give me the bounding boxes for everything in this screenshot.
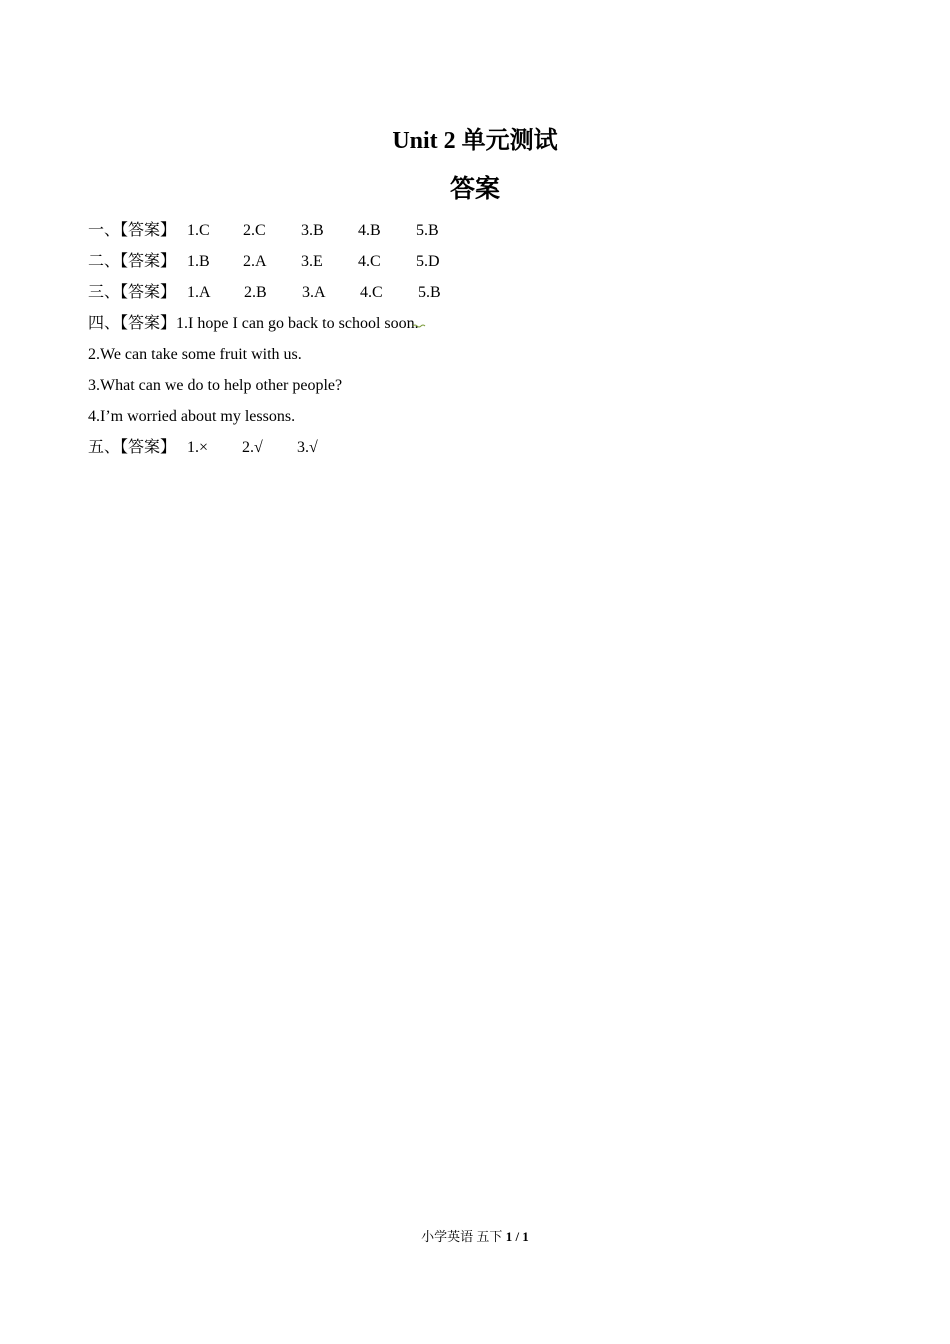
answer-line-section-4 bbox=[88, 314, 419, 334]
section-3-answer-4: 4.C bbox=[360, 284, 383, 301]
section-1-answer-4: 4.B bbox=[358, 222, 381, 239]
answer-line-section-3 bbox=[88, 283, 441, 303]
section-2-answer-5: 5.D bbox=[416, 253, 440, 270]
section-3-answer-1: 1.A bbox=[187, 284, 211, 301]
answer-line-section-5 bbox=[88, 438, 318, 458]
section-2-answer-2: 2.A bbox=[243, 253, 267, 270]
section-3-answer-3: 3.A bbox=[302, 284, 326, 301]
section-3-answer-2: 2.B bbox=[244, 284, 267, 301]
section-2-answer-4: 4.C bbox=[358, 253, 381, 270]
section-1-prefix: 一、【答案】 bbox=[88, 222, 177, 239]
sentence-line-2: 2.We can take some fruit with us. bbox=[88, 346, 302, 363]
section-1-answer-5: 5.B bbox=[416, 222, 439, 239]
answer-line-section-1 bbox=[88, 221, 439, 241]
section-5-answer-2: 2.√ bbox=[242, 439, 263, 456]
section-1-answer-3: 3.B bbox=[301, 222, 324, 239]
page-title: Unit 2 单元测试 bbox=[392, 128, 558, 154]
section-1-answer-1: 1.C bbox=[187, 222, 210, 239]
section-3-answer-5: 5.B bbox=[418, 284, 441, 301]
page-subtitle: 答案 bbox=[449, 176, 500, 203]
section-5-answer-3: 3.√ bbox=[297, 439, 318, 456]
sentence-line-4: 4.I’m worried about my lessons. bbox=[88, 408, 296, 425]
section-3-prefix: 三、【答案】 bbox=[88, 284, 177, 301]
section-2-answer-3: 3.E bbox=[301, 253, 323, 270]
section-5-answer-1: 1.× bbox=[187, 439, 209, 456]
section-1-answer-2: 2.C bbox=[243, 222, 266, 239]
section-2-prefix: 二、【答案】 bbox=[88, 253, 177, 270]
footer-page-number: 1 / 1 bbox=[505, 1229, 529, 1244]
answer-line-section-2 bbox=[88, 252, 440, 272]
section-4-prefix: 四、【答案】 bbox=[88, 315, 177, 332]
sentence-line-3: 3.What can we do to help other people? bbox=[88, 377, 343, 394]
footer-subject: 小学英语 五下 bbox=[421, 1229, 503, 1244]
section-4-sentence-1: 1.I hope I can go back to school soon. bbox=[176, 315, 419, 332]
squiggle-mark-icon bbox=[412, 323, 426, 329]
page-footer bbox=[0, 1228, 950, 1246]
section-2-answer-1: 1.B bbox=[187, 253, 210, 270]
section-5-prefix: 五、【答案】 bbox=[88, 439, 177, 456]
